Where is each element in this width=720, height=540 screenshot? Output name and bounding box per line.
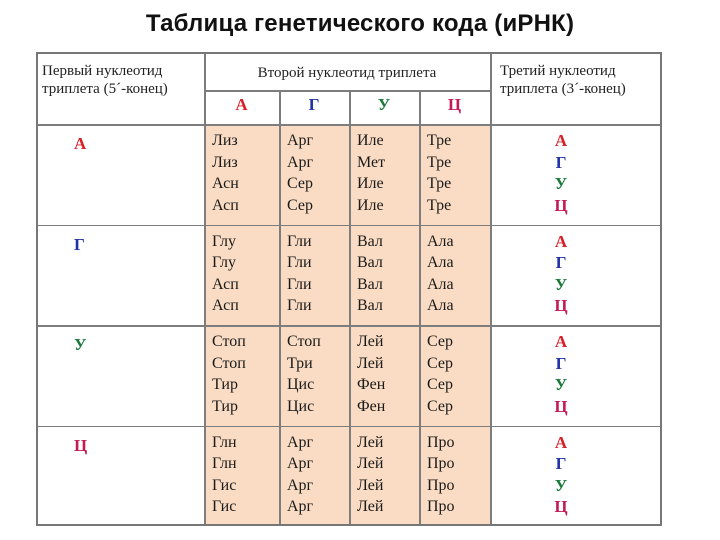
amino-acid: Арг [287,498,314,515]
amino-acid: Асп [212,275,239,293]
amino-acid: Арг [287,476,314,494]
amino-acid: Стоп [212,354,246,372]
amino-acid: Про [427,476,455,494]
third-nucleotide-list [490,231,632,317]
header-second-nucleotide: Второй нуклеотид триплета [257,65,437,81]
amino-acid: Ала [427,232,454,250]
third-nucleotide-list [490,331,632,417]
amino-acid: Глн [212,433,237,451]
genetic-code-table [36,52,662,526]
amino-acid-group [212,331,246,417]
header-third-nucleotide [500,62,662,122]
amino-acid-group [212,130,239,216]
second-nucleotide-label: Г [308,95,320,114]
amino-acid-group [357,432,383,518]
header-first-nucleotide [42,62,202,122]
amino-acid: Сер [427,397,453,415]
amino-acid: Стоп [287,333,321,350]
amino-acid: Вал [357,297,383,314]
amino-acid: Вал [357,254,383,271]
third-nucleotide-label: У [554,375,568,394]
amino-acid: Вал [357,275,383,293]
amino-acid: Арг [287,132,314,149]
page-title: Таблица генетического кода (иРНК) [145,10,575,37]
amino-acid: Стоп [212,333,246,350]
amino-acid: Асп [212,196,239,214]
amino-acid: Цис [287,397,315,415]
third-nucleotide-label: Ц [554,497,568,516]
amino-acid-group [212,432,237,518]
amino-acid: Иле [357,196,384,214]
amino-acid: Лей [357,433,384,451]
amino-acid: Фен [357,376,386,393]
amino-acid: Лей [357,333,384,350]
second-nucleotide-label: У [377,95,391,114]
first-nucleotide-label: У [74,335,87,354]
amino-acid: Арг [287,153,314,171]
amino-acid: Гли [287,297,312,314]
amino-acid: Гис [212,476,237,494]
third-nucleotide-label: А [554,432,568,452]
amino-acid-group [357,331,385,417]
amino-acid: Тре [427,153,452,171]
amino-acid: Сер [287,175,313,192]
amino-acid: Гли [287,275,312,293]
third-nucleotide-label: Ц [554,195,568,215]
amino-acid-group [212,231,239,317]
amino-acid: Сер [287,196,313,214]
third-nucleotide-label: А [554,332,568,351]
amino-acid: Сер [427,354,453,372]
amino-acid-group [357,231,383,317]
amino-acid-group [427,432,455,518]
amino-acid-group [287,130,313,216]
amino-acid: Вал [357,232,383,250]
amino-acid: Ала [427,297,454,314]
header-third-line-2: триплета (3´-конец) [500,81,626,97]
amino-acid-group [427,231,454,317]
amino-acid-group [357,130,385,216]
amino-acid: Тре [427,175,452,192]
amino-acid: Фен [357,397,386,415]
second-nucleotide-label: А [235,95,248,114]
third-nucleotide-label: У [554,475,568,495]
amino-acid: Сер [427,333,453,350]
amino-acid: Цис [287,376,315,393]
amino-acid: Гли [287,232,312,250]
amino-acid: Глу [212,232,237,250]
header-divider-line [204,90,490,92]
header-third-line-1: Третий нуклеотид [500,63,616,79]
amino-acid: Асн [212,175,239,192]
amino-acid: Три [287,354,313,372]
third-nucleotide-label: А [554,131,568,150]
amino-acid: Ала [427,254,454,271]
amino-acid-group [427,331,453,417]
third-nucleotide-label: Г [555,253,567,272]
amino-acid-group [427,130,451,216]
third-nucleotide-label: Ц [554,296,568,315]
header-first-line-2: триплета (5´-конец) [42,81,168,97]
amino-acid: Арг [287,455,314,472]
amino-acid: Лей [357,476,384,494]
header-first-line-1: Первый нуклеотид [42,63,163,79]
third-nucleotide-list [490,130,632,216]
amino-acid: Глу [212,254,237,271]
amino-acid: Тре [427,196,452,214]
amino-acid: Тре [427,132,452,149]
first-nucleotide-label: А [74,134,87,153]
amino-acid: Про [427,498,455,515]
amino-acid: Арг [287,433,314,451]
amino-acid: Тир [212,376,238,393]
amino-acid: Асп [212,297,239,314]
third-nucleotide-label: У [554,174,568,193]
amino-acid: Ала [427,275,454,293]
amino-acid: Лей [357,455,384,472]
amino-acid-group [287,231,312,317]
third-nucleotide-label: Г [555,353,567,373]
amino-acid: Гис [212,498,237,515]
amino-acid: Глн [212,455,237,472]
third-nucleotide-label: У [554,274,568,294]
column-divider-line [349,90,351,524]
first-nucleotide-label: Г [74,234,85,254]
second-nucleotide-label: Ц [447,95,462,114]
amino-acid-group [287,331,321,417]
amino-acid: Про [427,455,455,472]
amino-acid: Мет [357,153,386,171]
amino-acid: Тир [212,397,238,415]
third-nucleotide-label: Ц [554,396,568,416]
column-divider-line [279,90,281,524]
amino-acid: Лиз [212,132,238,149]
third-nucleotide-label: Г [555,454,567,473]
amino-acid: Про [427,433,455,451]
column-divider-line [490,54,492,524]
amino-acid: Иле [357,132,384,149]
first-nucleotide-label: Ц [74,435,88,455]
amino-acid: Гли [287,254,312,271]
amino-acid: Иле [357,175,384,192]
amino-acid-group [287,432,313,518]
amino-acid: Лиз [212,153,238,171]
column-divider-line [204,54,206,524]
third-nucleotide-label: А [554,231,568,251]
amino-acid: Лей [357,498,384,515]
third-nucleotide-list [490,432,632,518]
amino-acid: Сер [427,376,453,393]
amino-acid: Лей [357,354,384,372]
third-nucleotide-label: Г [555,152,567,172]
column-divider-line [419,90,421,524]
